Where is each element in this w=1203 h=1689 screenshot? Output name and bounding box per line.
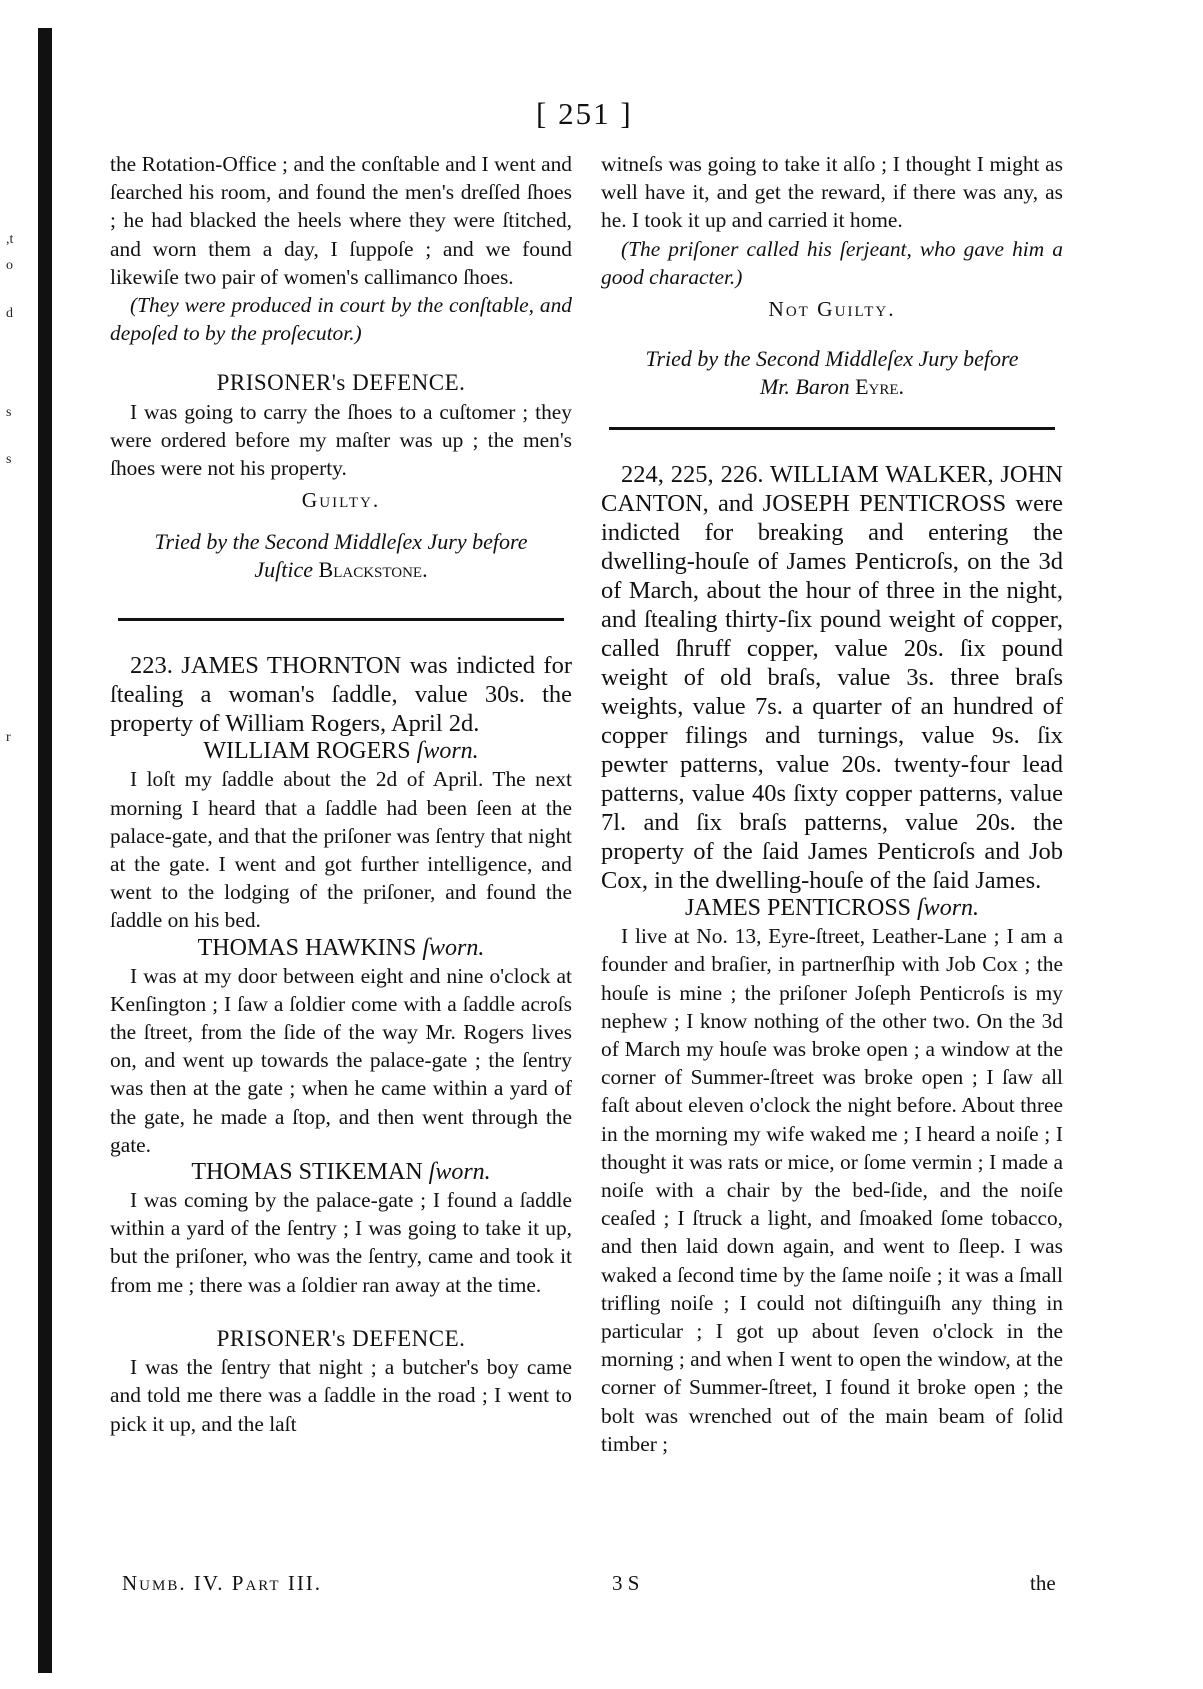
verdict: Not Guilty. bbox=[768, 297, 896, 322]
trial-note-line: Tried by the Second Middleſex Jury before bbox=[154, 529, 528, 555]
witness-sworn: ſworn. bbox=[422, 934, 485, 961]
trial-note bbox=[601, 345, 1063, 401]
witness-name: WILLIAM ROGERS bbox=[203, 738, 411, 765]
trial-note-judge-name: Eyre. bbox=[855, 374, 905, 400]
witness-heading bbox=[110, 935, 572, 962]
section-heading: PRISONER's DEFENCE. bbox=[216, 1325, 466, 1351]
verdict: Guilty. bbox=[301, 488, 381, 513]
testimony: I was coming by the palace-gate ; I found a ſaddle within a yard of the ſentry ; I was going to take it up, but the priſoner, who was the ſentry, came and took it from me ; there was a ſoldier ran away at the time. bbox=[110, 1188, 572, 1297]
section-rule bbox=[609, 427, 1055, 430]
left-column bbox=[110, 150, 572, 1438]
testimony: I loſt my ſaddle about the 2d of April. The next morning I heard that a ſaddle had been ſeen at the palace-gate, and that the priſoner was ſentry that night at the gate. I went and got further intelligence, and went to the lodging of the priſoner, and found the ſaddle on his bed. bbox=[110, 767, 572, 933]
right-column bbox=[601, 150, 1063, 1458]
margin-mark: s bbox=[6, 452, 12, 467]
court-note: (They were produced in court by the conſtable, and depoſed to by the proſecutor.) bbox=[110, 293, 572, 346]
margin-mark: s bbox=[6, 405, 12, 420]
paragraph: the Rotation-Office ; and the conſtable and I went and ſearched his room, and found the men's dreſſed ſhoes ; he had blacked the heels where they were ſtitched, and worn them a day, I ſuppoſe ; and we found likewiſe two pair of women's callimanco ſhoes. bbox=[110, 152, 572, 289]
trial-note-judge-name: Blackstone. bbox=[318, 557, 428, 583]
paragraph: witneſs was going to take it alſo ; I thought I might as well have it, and get the reward, if there was any, as he. I took it up and carried it home. bbox=[601, 152, 1063, 233]
paragraph: I was going to carry the ſhoes to a cuſtomer ; they were ordered before my maſter was up ; the men's ſhoes were not his property. bbox=[110, 399, 572, 481]
testimony: I live at No. 13, Eyre-ſtreet, Leather-Lane ; I am a founder and braſier, in partnerſhip with Job Cox ; the houſe is mine ; the priſoner Joſeph Penticroſs is my nephew ; I know nothing of the other two. On the 3d of March my houſe was broke open ; a window at the corner of Summer-ſtreet was broke open ; I ſaw all faſt about eleven o'clock the night before. About three in the morning my wife waked me ; I heard a noiſe ; I thought it was rats or mice, or ſome vermin ; I made a noiſe with a chair by the bed-ſide, and the noiſe ceaſed ; I ſtruck a light, and ſmoaked ſome tobacco, and then laid down again, and went to ſleep. I was waked a ſecond time by the ſame noiſe ; it was a ſmall trifling noiſe ; I could not diſtinguiſh any thing in particular ; I got up about ſeven o'clock in the morning ; and when I went to open the window, at the corner of Summer-ſtreet, I found it broke open ; the bolt was wrenched out of the main beam of ſolid timber ; bbox=[601, 924, 1063, 1456]
witness-name: THOMAS HAWKINS bbox=[197, 934, 417, 961]
margin-mark: o bbox=[6, 258, 13, 273]
trial-note bbox=[110, 528, 572, 584]
catchword: the bbox=[1030, 1571, 1056, 1595]
witness-heading bbox=[110, 1159, 572, 1186]
witness-heading bbox=[110, 738, 572, 765]
paragraph: I was the ſentry that night ; a butcher's boy came and told me there was a ſaddle in the road ; I went to pick it up, and the laſt bbox=[110, 1355, 572, 1436]
binding-edge bbox=[38, 28, 52, 1673]
footer-number: Numb. IV. Part III. bbox=[122, 1571, 323, 1595]
court-note: (The priſoner called his ſerjeant, who gave him a good character.) bbox=[601, 236, 1063, 289]
margin-mark: ,t bbox=[6, 232, 14, 247]
margin-mark: d bbox=[6, 306, 13, 321]
signature-mark: 3 S bbox=[612, 1571, 640, 1595]
witness-sworn: ſworn. bbox=[917, 895, 980, 922]
trial-note-judge-title: Juſtice bbox=[254, 557, 314, 583]
witness-name: THOMAS STIKEMAN bbox=[191, 1159, 423, 1186]
witness-sworn: ſworn. bbox=[428, 1159, 491, 1186]
witness-sworn: ſworn. bbox=[416, 738, 479, 765]
case-indictment: 224, 225, 226. WILLIAM WALKER, JOHN CANTON, and JOSEPH PENTICROSS were indicted for breaking and entering the dwelling-houſe of James Penticroſs, on the 3d of March, about the hour of three in the night, and ſtealing thirty-ſix pound weight of copper, called ſhruff copper, value 20s. ſix pound weight of old braſs, value 3s. three braſs weights, value 7s. a quarter of an hundred of copper filings and turnings, value 9s. ſix pewter patterns, value 20s. twenty-four lead patterns, value 40s ſixty copper patterns, value 7l. and ſix braſs patterns, value 20s. the property of the ſaid James Penticroſs and Job Cox, in the dwelling-houſe of the ſaid James. bbox=[601, 461, 1063, 895]
testimony: I was at my door between eight and nine o'clock at Kenſington ; I ſaw a ſoldier come with a ſaddle acroſs the ſtreet, from the ſide of the way Mr. Rogers lives on, and went up towards the palace-gate ; the ſentry was then at the gate ; when he came within a yard of the gate, he made a ſtop, and then went through the gate. bbox=[110, 963, 572, 1157]
section-heading: PRISONER's DEFENCE. bbox=[216, 370, 466, 396]
trial-note-judge-title: Mr. Baron bbox=[759, 374, 850, 400]
witness-heading bbox=[601, 895, 1063, 922]
page-number: [ 251 ] bbox=[536, 96, 633, 131]
margin-mark: r bbox=[6, 730, 11, 745]
section-rule bbox=[118, 618, 564, 621]
witness-name: JAMES PENTICROSS bbox=[684, 895, 912, 922]
trial-note-line: Tried by the Second Middleſex Jury before bbox=[645, 346, 1019, 372]
case-indictment: 223. JAMES THORNTON was indicted for ſtealing a woman's ſaddle, value 30s. the property of William Rogers, April 2d. bbox=[110, 652, 572, 738]
